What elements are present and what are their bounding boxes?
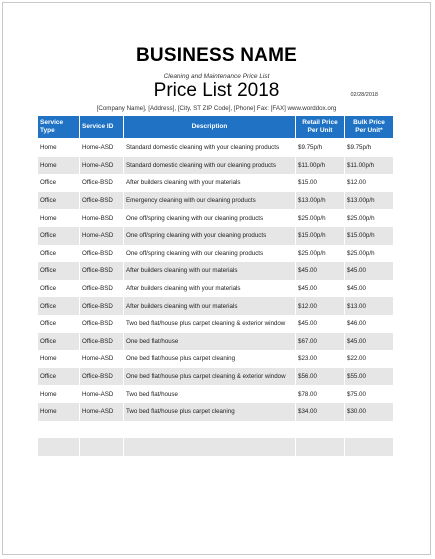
description-cell [124, 456, 296, 474]
service-type-cell: Office [38, 333, 80, 351]
description-cell: After builders cleaning with your materials [124, 174, 296, 192]
bulk-price-cell: $12.00 [345, 174, 394, 192]
service-id-cell: Home-ASD [80, 385, 124, 403]
business-name: BUSINESS NAME [136, 45, 297, 66]
description-cell: One bed flat/house plus carpet cleaning & exterior window [124, 368, 296, 386]
table-row [38, 192, 394, 210]
table-row [38, 139, 394, 157]
bulk-price-cell: $22.00 [345, 350, 394, 368]
service-id-cell: Office-BSD [80, 297, 124, 315]
service-type-cell: Office [38, 192, 80, 210]
column-header-service-id: Service ID [80, 116, 124, 139]
service-type-cell: Office [38, 368, 80, 386]
bulk-price-cell [345, 456, 394, 474]
bulk-price-cell: $46.00 [345, 315, 394, 333]
service-type-cell: Home [38, 403, 80, 421]
bulk-price-cell: $13.00p/h [345, 192, 394, 210]
bulk-price-cell: $13.00 [345, 297, 394, 315]
service-id-cell: Office-BSD [80, 333, 124, 351]
description-cell: Standard domestic cleaning with our cleaning products [124, 157, 296, 175]
description-cell: Two bed flat/house plus carpet cleaning [124, 403, 296, 421]
service-type-cell: Office [38, 227, 80, 245]
description-cell: Emergency cleaning with our cleaning products [124, 192, 296, 210]
table-row [38, 280, 394, 298]
retail-price-cell [296, 438, 345, 456]
service-type-cell [38, 456, 80, 474]
bulk-price-cell: $9.75p/h [345, 139, 394, 157]
table-header-row [38, 116, 394, 139]
service-id-cell: Office-BSD [80, 368, 124, 386]
column-header-service-type: Service Type [38, 116, 80, 139]
retail-price-cell: $11.00p/h [296, 157, 345, 175]
service-id-cell: Office-BSD [80, 192, 124, 210]
description-cell: One off/spring cleaning with our cleaning products [124, 209, 296, 227]
service-type-cell [38, 421, 80, 439]
description-cell: Two bed flat/house [124, 385, 296, 403]
description-cell [124, 421, 296, 439]
service-id-cell: Home-BSD [80, 209, 124, 227]
price-list-title: Price List 2018 [153, 80, 280, 101]
bulk-price-cell: $75.00 [345, 385, 394, 403]
service-type-cell: Office [38, 297, 80, 315]
table-row [38, 245, 394, 263]
table-row [38, 209, 394, 227]
description-cell: After builders cleaning with your materials [124, 280, 296, 298]
table-row [38, 157, 394, 175]
description-cell: One off/spring cleaning with your cleaning products [124, 227, 296, 245]
column-header-retail-price: Retail Price Per Unit [296, 116, 345, 139]
table-row [38, 421, 394, 439]
bulk-price-cell: $30.00 [345, 403, 394, 421]
service-id-cell: Office-BSD [80, 315, 124, 333]
description-cell [124, 438, 296, 456]
description-cell: After builders cleaning with our materials [124, 297, 296, 315]
retail-price-cell: $45.00 [296, 280, 345, 298]
bulk-price-cell: $15.00p/h [345, 227, 394, 245]
table-row [38, 333, 394, 351]
table-row [38, 350, 394, 368]
service-id-cell [80, 456, 124, 474]
retail-price-cell: $45.00 [296, 262, 345, 280]
retail-price-cell: $15.00 [296, 174, 345, 192]
retail-price-cell: $25.00p/h [296, 209, 345, 227]
retail-price-cell: $34.00 [296, 403, 345, 421]
retail-price-cell: $12.00 [296, 297, 345, 315]
service-type-cell: Home [38, 385, 80, 403]
bulk-price-cell [345, 421, 394, 439]
retail-price-cell [296, 456, 345, 474]
company-info: [Company Name], [Address], [City, ST ZIP Code], [Phone] Fax: [FAX] www.worddox.org [96, 105, 337, 112]
service-id-cell: Office-BSD [80, 280, 124, 298]
retail-price-cell: $25.00p/h [296, 245, 345, 263]
service-id-cell: Home-ASD [80, 227, 124, 245]
service-type-cell: Home [38, 209, 80, 227]
document-subtitle: Cleaning and Maintenance Price List [163, 73, 270, 80]
bulk-price-cell [345, 438, 394, 456]
service-type-cell: Office [38, 315, 80, 333]
description-cell: After builders cleaning with our materials [124, 262, 296, 280]
table-row [38, 227, 394, 245]
column-header-description: Description [124, 116, 296, 139]
table-row [38, 297, 394, 315]
service-id-cell: Home-ASD [80, 403, 124, 421]
service-type-cell: Office [38, 174, 80, 192]
service-id-cell: Office-BSD [80, 262, 124, 280]
description-cell: One bed flat/house [124, 333, 296, 351]
retail-price-cell: $13.00p/h [296, 192, 345, 210]
description-cell: One bed flat/house plus carpet cleaning [124, 350, 296, 368]
retail-price-cell: $56.00 [296, 368, 345, 386]
service-id-cell: Office-BSD [80, 174, 124, 192]
retail-price-cell: $67.00 [296, 333, 345, 351]
table-row [38, 174, 394, 192]
bulk-price-cell: $55.00 [345, 368, 394, 386]
bulk-price-cell: $45.00 [345, 280, 394, 298]
retail-price-cell: $78.00 [296, 385, 345, 403]
service-type-cell [38, 438, 80, 456]
table-row [38, 385, 394, 403]
bulk-price-cell: $11.00p/h [345, 157, 394, 175]
service-id-cell [80, 438, 124, 456]
bulk-price-cell: $25.00p/h [345, 209, 394, 227]
table-row [38, 368, 394, 386]
table-row [38, 315, 394, 333]
service-id-cell [80, 421, 124, 439]
service-type-cell: Office [38, 245, 80, 263]
price-table [37, 115, 394, 473]
retail-price-cell: $45.00 [296, 315, 345, 333]
service-id-cell: Home-ASD [80, 139, 124, 157]
bulk-price-cell: $45.00 [345, 262, 394, 280]
service-id-cell: Home-ASD [80, 350, 124, 368]
description-cell: Two bed flat/house plus carpet cleaning & exterior window [124, 315, 296, 333]
service-type-cell: Home [38, 350, 80, 368]
column-header-bulk-price: Bulk Price Per Unit* [345, 116, 394, 139]
service-id-cell: Office-BSD [80, 245, 124, 263]
retail-price-cell: $15.00p/h [296, 227, 345, 245]
bulk-price-cell: $25.00p/h [345, 245, 394, 263]
retail-price-cell: $9.75p/h [296, 139, 345, 157]
service-type-cell: Home [38, 139, 80, 157]
retail-price-cell: $23.00 [296, 350, 345, 368]
service-type-cell: Office [38, 280, 80, 298]
service-type-cell: Office [38, 262, 80, 280]
table-row [38, 438, 394, 456]
document-date: 02/28/2018 [350, 92, 378, 98]
service-id-cell: Home-ASD [80, 157, 124, 175]
service-type-cell: Home [38, 157, 80, 175]
table-row [38, 403, 394, 421]
description-cell: Standard domestic cleaning with your cleaning products [124, 139, 296, 157]
table-row [38, 262, 394, 280]
retail-price-cell [296, 421, 345, 439]
table-row [38, 456, 394, 474]
description-cell: One off/spring cleaning with our cleaning products [124, 245, 296, 263]
bulk-price-cell: $45.00 [345, 333, 394, 351]
